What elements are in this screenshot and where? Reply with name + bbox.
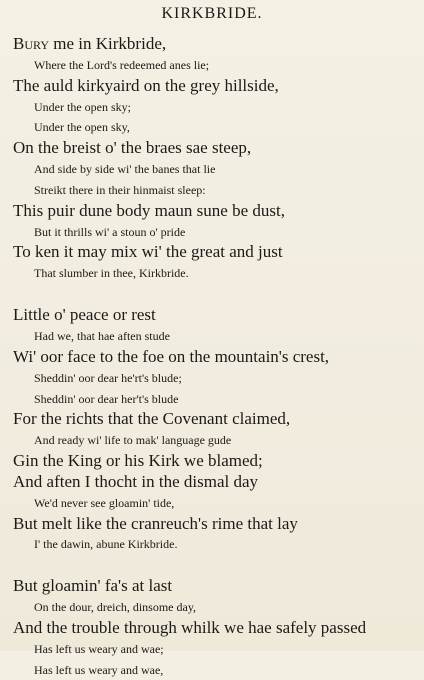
poem-line: That slumber in thee, Kirkbride. (34, 266, 189, 281)
poem-line: Where the Lord's redeemed anes lie; (34, 57, 210, 72)
poem-line: Bury me in Kirkbride, (13, 34, 167, 53)
stanza-gap (13, 284, 423, 305)
stanza (13, 576, 423, 680)
poem-line: And the trouble through whilk we hae safely passed (13, 617, 367, 637)
poem-line: Streikt there in their hinmaist sleep: (34, 182, 206, 197)
poem-line: And ready wi' life to mak' language gude (34, 433, 232, 448)
poem-line: Has left us weary and wae; (34, 641, 164, 656)
poem-line: Had we, that hae aften stude (34, 328, 170, 343)
poem-line: And aften I thocht in the dismal day (13, 471, 259, 491)
poem-line: To ken it may mix wi' the great and just (13, 242, 283, 262)
poem-line: Has left us weary and wae, (34, 662, 164, 677)
poem-line: But gloamin' fa's at last (13, 576, 173, 596)
stanza (13, 305, 423, 555)
poem-line: Little o' peace or rest (13, 305, 156, 325)
small-caps-word: ury (24, 34, 50, 53)
stanza (13, 34, 423, 284)
poem-line: Gin the King or his Kirk we blamed; (13, 451, 263, 471)
poem-line: Under the open sky, (34, 120, 130, 135)
poem-line: We'd never see gloamin' tide, (34, 495, 175, 510)
poem-line: Sheddin' oor dear he'rt's blude; (34, 370, 182, 385)
poem-body (13, 34, 423, 680)
poem-line: This puir dune body maun sune be dust, (13, 200, 285, 220)
poem-line: On the breist o' the braes sae steep, (13, 138, 252, 158)
poem-line: But melt like the cranreuch's rime that lay (13, 513, 298, 533)
poem-line: And side by side wi' the banes that lie (34, 162, 216, 177)
poem-line: Sheddin' oor dear her't's blude (34, 391, 179, 406)
poem-line: But it thrills wi' a stoun o' pride (34, 224, 186, 239)
poem-line: I' the dawin, abune Kirkbride. (34, 537, 178, 552)
stanza-gap (13, 555, 423, 576)
poem-line: For the richts that the Covenant claimed, (13, 409, 291, 429)
poem-line: Under the open sky; (34, 99, 131, 114)
poem-line: The auld kirkyaird on the grey hillside, (13, 75, 279, 95)
poem-line: On the dour, dreich, dinsome day, (34, 600, 197, 615)
poem-line: Wi' oor face to the foe on the mountain's crest, (13, 346, 330, 366)
poem-title: KIRKBRIDE. (161, 5, 263, 22)
